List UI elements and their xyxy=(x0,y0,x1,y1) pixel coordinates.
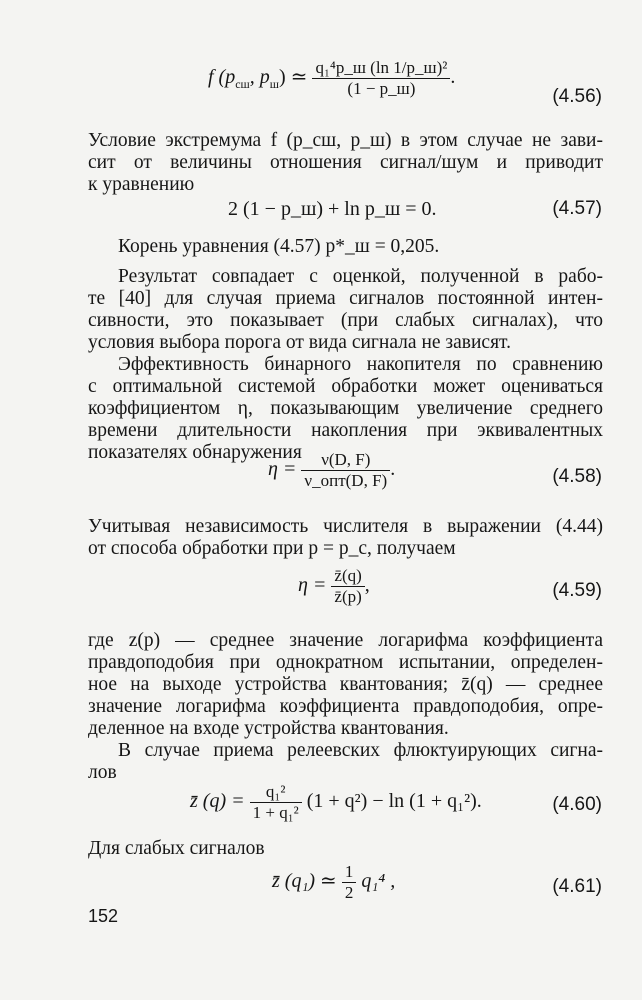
eq-numerator: q₁² xyxy=(250,782,302,803)
equation-4-61 xyxy=(272,862,395,903)
text-line: от способа обработки при p = p_c, получаем xyxy=(88,538,456,559)
root-line: Корень уравнения (4.57) p*_ш = 0,205. xyxy=(118,236,440,257)
eq-rest: q₁⁴ , xyxy=(361,870,396,893)
eq-sub: ш xyxy=(269,77,280,92)
text-line: сит от величины отношения сигнал/шум и приводит xyxy=(88,152,603,173)
eq-approx: ) ≃ xyxy=(279,66,308,89)
eq-numerator: z̄(q) xyxy=(331,566,364,587)
eq-sub: сш xyxy=(235,77,250,92)
text-line: Эффективность бинарного накопителя по сравнению xyxy=(118,354,603,375)
equation-4-56 xyxy=(208,58,455,99)
eq-lhs: f (p xyxy=(208,66,236,89)
equation-number: (4.59) xyxy=(552,580,602,601)
equation-number: (4.61) xyxy=(552,876,602,897)
eq-fraction xyxy=(301,450,390,491)
equation-number: (4.56) xyxy=(552,86,602,107)
eq-denominator: 2 xyxy=(344,883,354,902)
eq-lhs: z̄ (q₁) ≃ xyxy=(272,870,337,893)
text-line: Учитывая независимость числителя в выражении (4.44) xyxy=(88,516,603,537)
text-line: деленное на входе устройства квантования. xyxy=(88,718,449,739)
eq-fraction xyxy=(312,58,450,99)
equation-number: (4.58) xyxy=(552,466,602,487)
eq-numerator: 1 xyxy=(342,862,357,883)
eq-lhs-mid: , p xyxy=(249,66,270,89)
equation-4-59 xyxy=(298,566,370,607)
text-line: Условие экстремума f (p_сш, p_ш) в этом случае не зави- xyxy=(88,130,603,151)
text-line: Результат совпадает с оценкой, полученной в рабо- xyxy=(118,266,603,287)
eq-denominator: ν_опт(D, F) xyxy=(304,471,388,490)
eq-numerator: q₁⁴p_ш (ln 1/p_ш)² xyxy=(312,58,450,79)
eq-denominator: 1 + q₁² xyxy=(252,803,299,822)
equation-4-58 xyxy=(268,450,395,491)
text-line: ное на выходе устройства квантования; z̄(q) — среднее xyxy=(88,674,603,695)
text-line: В случае приема релеевских флюктуирующих сигна- xyxy=(118,740,603,761)
eq-numerator: ν(D, F) xyxy=(301,450,390,471)
text-line: Для слабых сигналов xyxy=(88,838,265,859)
eq-lhs: z̄ (q) = xyxy=(190,790,245,813)
equation-number: (4.57) xyxy=(552,198,602,219)
text-line: условия выбора порога от вида сигнала не зависят. xyxy=(88,332,511,353)
eq-fraction xyxy=(331,566,364,607)
eq-end: . xyxy=(450,66,456,89)
text-line: значение логарифма коэффициента правдоподобия, опре- xyxy=(88,696,603,717)
eq-fraction xyxy=(342,862,357,903)
text-line: коэффициентом η, показывающим увеличение среднего xyxy=(88,398,603,419)
text-line: с оптимальной системой обработки может оцениваться xyxy=(88,376,603,397)
eq-rest: (1 + q²) − ln (1 + q₁²). xyxy=(306,790,482,813)
equation-4-60 xyxy=(190,782,482,823)
text-line: правдоподобия при однократном испытании, определен- xyxy=(88,652,603,673)
text-line: показателях обнаружения xyxy=(88,442,302,463)
page-number: 152 xyxy=(88,906,119,926)
text-line: времени длительности накопления при эквивалентных xyxy=(88,420,603,441)
text-line: к уравнению xyxy=(88,174,195,195)
eq-lhs: η = xyxy=(298,574,327,597)
eq-end: , xyxy=(364,574,370,597)
eq-denominator: z̄(p) xyxy=(334,587,362,606)
eq-end: . xyxy=(390,458,396,481)
eq-lhs: η = xyxy=(268,458,297,481)
equation-number: (4.60) xyxy=(552,794,602,815)
text-line: те [40] для случая приема сигналов постоянной интен- xyxy=(88,288,603,309)
equation-4-57: 2 (1 − p_ш) + ln p_ш = 0. xyxy=(228,198,437,220)
eq-denominator: (1 − p_ш) xyxy=(347,79,416,98)
text-line: где z(p) — среднее значение логарифма коэффициента xyxy=(88,630,603,651)
eq-fraction xyxy=(250,782,302,823)
text-line: лов xyxy=(88,762,117,783)
text-line: сивности, это показывает (при слабых сигналах), что xyxy=(88,310,603,331)
